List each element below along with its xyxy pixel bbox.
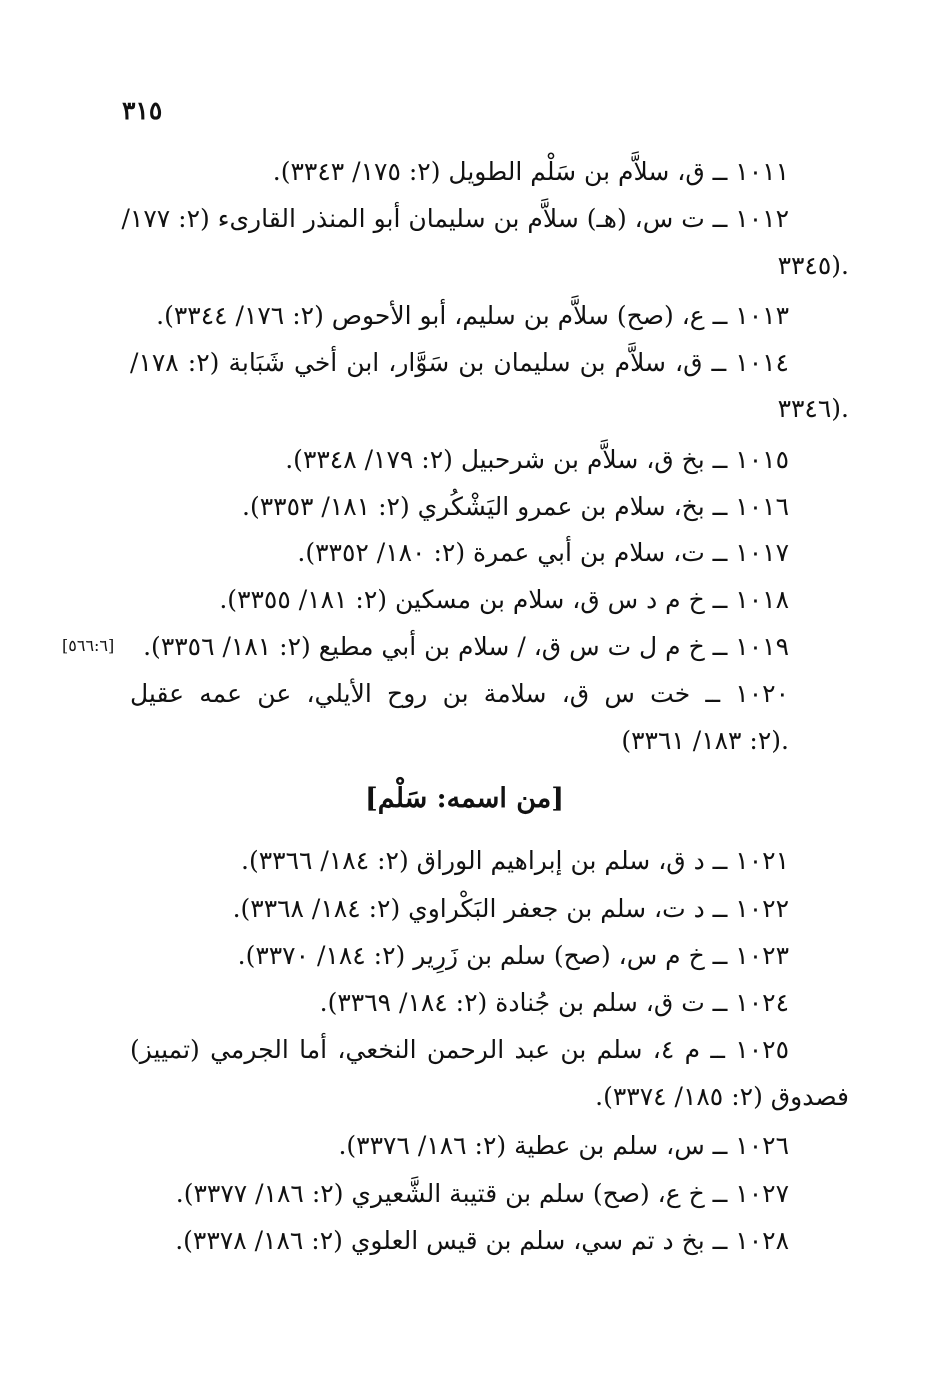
entry-1015: ١٠١٥ ــ بخ ق، سلاَّم بن شرحبيل (٢: ١٧٩/ ٣٣٤٨). — [285, 445, 789, 474]
entry-1014-continuation: ٣٣٤٦). — [777, 394, 849, 423]
entry-1023: ١٠٢٣ ــ خ م س، (صح) سلم بن زَرِير (٢: ١٨٤/ ٣٣٧٠). — [237, 941, 789, 970]
entry-1026: ١٠٢٦ ــ س، سلم بن عطية (٢: ١٨٦/ ٣٣٧٦). — [338, 1131, 789, 1160]
entry-1025: ١٠٢٥ ــ م ٤، سلم بن عبد الرحمن النخعي، أما الجرمي (تمييز) — [130, 1035, 790, 1064]
section-heading: [من اسمه: سَلْم] — [364, 783, 565, 814]
entry-1021: ١٠٢١ ــ د ق، سلم بن إبراهيم الوراق (٢: ١٨٤/ ٣٣٦٦). — [241, 846, 789, 875]
entry-1017: ١٠١٧ ــ ت، سلام بن أبي عمرة (٢: ١٨٠/ ٣٣٥٢). — [297, 538, 789, 567]
entry-1018: ١٠١٨ ــ خ م د س ق، سلام بن مسكين (٢: ١٨١/ ٣٣٥٥). — [219, 585, 789, 614]
entry-1028: ١٠٢٨ ــ بخ د تم سي، سلم بن قيس العلوي (٢: ١٨٦/ ٣٣٧٨). — [175, 1226, 789, 1255]
entry-1027: ١٠٢٧ ــ خ ع، (صح) سلم بن قتيبة الشَّعيري (٢: ١٨٦/ ٣٣٧٧). — [175, 1179, 789, 1208]
entry-1013: ١٠١٣ ــ ع، (صح) سلاَّم بن سليم، أبو الأحوص (٢: ١٧٦/ ٣٣٤٤). — [156, 301, 789, 330]
entry-1020: ١٠٢٠ ــ خت س ق، سلامة بن روح الأيلي، عن عمه عقيل — [130, 679, 789, 708]
entry-1025-continuation: فصدوق (٢: ١٨٥/ ٣٣٧٤). — [595, 1082, 849, 1111]
entry-1012: ١٠١٢ ــ ت س، (هـ) سلاَّم بن سليمان أبو المنذر القارىء (٢: ١٧٧/ — [121, 204, 789, 233]
entry-1020-continuation: (٢: ١٨٣/ ٣٣٦١). — [621, 726, 789, 755]
entry-1024: ١٠٢٤ ــ ت ق، سلم بن جُنادة (٢: ١٨٤/ ٣٣٦٩). — [319, 988, 789, 1017]
page-number: ٣١٥ — [122, 96, 163, 125]
entry-1011: ١٠١١ ــ ق، سلاَّم بن سَلْم الطويل (٢: ١٧٥/ ٣٣٤٣). — [272, 157, 789, 186]
entry-1016: ١٠١٦ ــ بخ، سلام بن عمرو اليَشْكُري (٢: ١٨١/ ٣٣٥٣). — [242, 492, 789, 521]
entry-1019: ١٠١٩ ــ خ م ل ت س ق، / سلام بن أبي مطيع (٢: ١٨١/ ٣٣٥٦). — [143, 632, 789, 661]
entry-1022: ١٠٢٢ ــ د ت، سلم بن جعفر البَكْراوي (٢: ١٨٤/ ٣٣٦٨). — [232, 894, 789, 923]
entry-1012-continuation: ٣٣٤٥). — [777, 251, 849, 280]
entry-1014: ١٠١٤ ــ ق، سلاَّم بن سليمان بن سَوَّار، ابن أخي شَبَابة (٢: ١٧٨/ — [130, 348, 789, 377]
margin-reference: [٥٦٦:٦] — [62, 636, 115, 655]
